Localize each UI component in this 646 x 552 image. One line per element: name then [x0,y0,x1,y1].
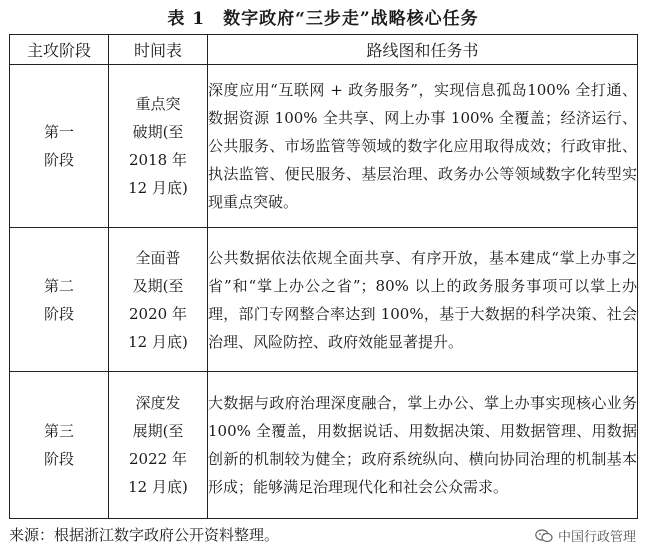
time-line: 12 月底) [128,332,188,351]
task-cell: 公共数据依法依规全面共享、有序开放，基本建成“掌上办事之省”和“掌上办公之省”；80% 以上的政务服务事项可以掌上办理，部门专网整合率达到 100%，基于大数据的科学决策、社会治理、风险防控、政府效能显著提升。 [208,228,638,372]
stage-label: 第三 [43,422,74,440]
time-line: 深度发 [135,394,181,412]
stage-cell [10,372,109,519]
time-line: 重点突 [135,95,181,113]
time-cell [109,65,208,228]
table-header-row [10,35,638,65]
task-cell: 大数据与政府治理深度融合，掌上办公、掌上办事实现核心业务 100% 全覆盖，用数据说话、用数据决策、用数据管理、用数据创新的机制较为健全；政府系统纵向、横向协同治理的机制基本形成；能够满足治理现代化和社会公众需求。 [208,372,638,519]
time-line: 2022 年 [129,450,187,468]
time-line: 2018 年 [129,151,187,169]
time-line: 12 月底) [128,478,188,496]
time-line: 破期(至 [132,123,184,141]
time-line: 展期(至 [132,422,184,440]
table-row [10,65,638,228]
time-line: 2020 年 [129,304,187,323]
source-note: 来源：根据浙江数字政府公开资料整理。 [9,526,280,544]
stage-cell [10,228,109,372]
stage-label: 阶段 [43,450,74,468]
task-cell: 深度应用“互联网 + 政务服务”，实现信息孤岛100% 全打通、数据资源 100% 全共享、网上办事 100% 全覆盖；经济运行、公共服务、市场监管等领域的数字化应用取得成效；行政审批、执法监管、便民服务、基层治理、政务办公等领域数字化转型实现重点突破。 [208,65,638,228]
time-cell [109,228,208,372]
stage-label: 第二 [43,276,74,295]
header-stage: 主攻阶段 [10,35,109,65]
stage-label: 阶段 [43,151,74,169]
roadmap-table [9,34,638,519]
stage-label: 阶段 [43,304,74,323]
header-time: 时间表 [109,35,208,65]
stage-cell [10,65,109,228]
watermark-text: 中国行政管理 [557,530,636,545]
time-line: 全面普 [135,248,181,267]
watermark [535,526,636,545]
table-row [10,228,638,372]
time-cell [109,372,208,519]
stage-label: 第一 [43,123,74,141]
time-line: 12 月底) [128,179,188,197]
header-task: 路线图和任务书 [208,35,638,65]
table-caption: 表 1 数字政府“三步走”战略核心任务 [167,9,479,29]
time-line: 及期(至 [132,276,184,295]
table-row [10,372,638,519]
wechat-icon [535,529,553,543]
